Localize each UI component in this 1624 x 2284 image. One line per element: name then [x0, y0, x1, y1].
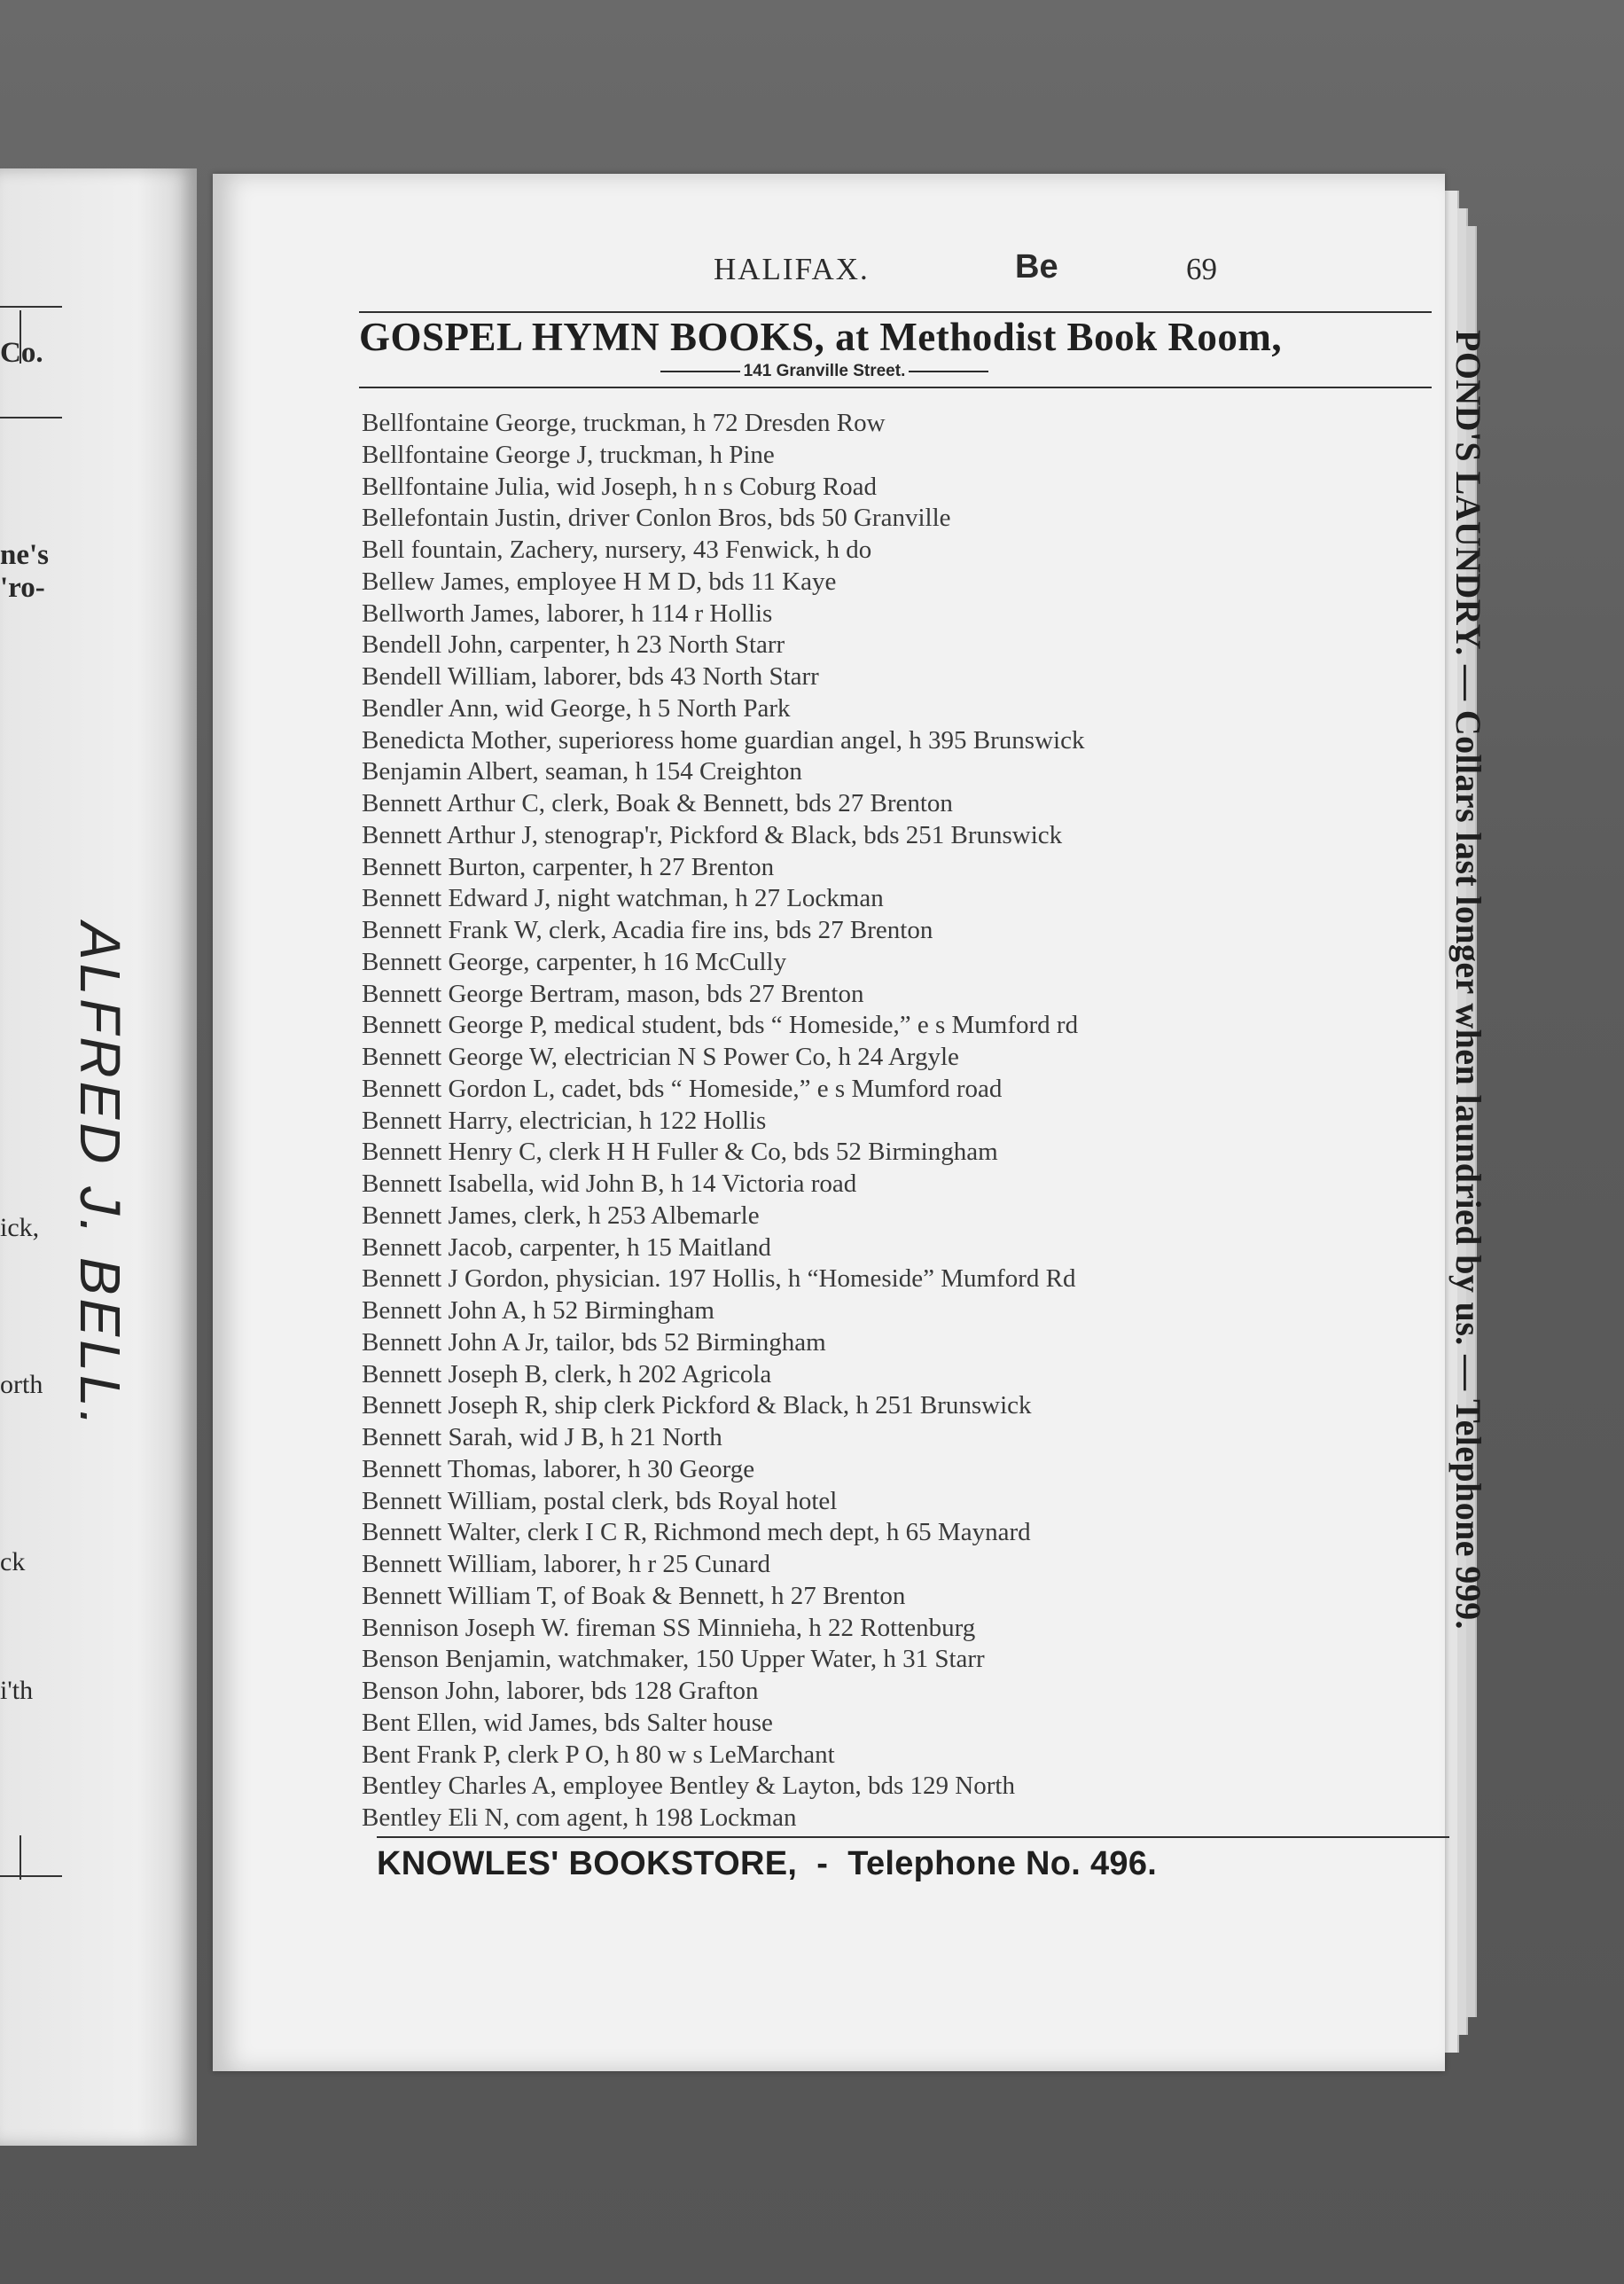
directory-entry: Bennett Joseph R, ship clerk Pickford & Black, h 251 Brunswick — [362, 1391, 1032, 1420]
directory-entry: Benson John, laborer, bds 128 Grafton — [362, 1677, 759, 1705]
directory-entry: Bell fountain, Zachery, nursery, 43 Fenwick, h do — [362, 536, 872, 564]
directory-entries — [362, 408, 1461, 1834]
directory-entry: Bennett George W, electrician N S Power Co, h 24 Argyle — [362, 1043, 959, 1071]
directory-entry: Bennett Walter, clerk I C R, Richmond mech dept, h 65 Maynard — [362, 1518, 1031, 1547]
left-facing-page — [0, 168, 197, 2146]
header-city: HALIFAX. — [714, 252, 870, 286]
directory-entry: Benson Benjamin, watchmaker, 150 Upper Water, h 31 Starr — [362, 1645, 985, 1674]
directory-entry: Benedicta Mother, superioress home guardian angel, h 395 Brunswick — [362, 725, 1085, 755]
left-fragment: orth — [0, 1370, 43, 1399]
footer-rule — [377, 1836, 1449, 1838]
left-vertical-rule — [20, 1835, 21, 1880]
directory-entry: Bennett J Gordon, physician. 197 Hollis, h “Homeside” Mumford Rd — [362, 1264, 1076, 1294]
directory-entry: Bendell William, laborer, bds 43 North Starr — [362, 662, 819, 691]
directory-entry: Bennett Arthur J, stenograp'r, Pickford & Black, bds 251 Brunswick — [362, 820, 1063, 849]
directory-entry: Bellworth James, laborer, h 114 r Hollis — [362, 598, 773, 628]
directory-entry: Bennett Edward J, night watchman, h 27 Lockman — [362, 884, 884, 913]
directory-entry: Bent Frank P, clerk P O, h 80 w s LeMarchant — [362, 1740, 835, 1769]
directory-entry: Bellfontaine George, truckman, h 72 Dresden Row — [362, 409, 886, 437]
directory-entry: Bennett Isabella, wid John B, h 14 Victoria road — [362, 1169, 857, 1198]
left-rule — [0, 306, 62, 308]
directory-entry: Bentley Charles A, employee Bentley & Layton, bds 129 North — [362, 1772, 1015, 1801]
directory-entry: Bennett Arthur C, clerk, Boak & Bennett, bds 27 Brenton — [362, 789, 953, 817]
side-advertisement: POND'S LAUNDRY. — Collars last longer when laundried by us. — Telephone 999. — [1448, 330, 1488, 1630]
directory-entry: Bennett Jacob, carpenter, h 15 Maitland — [362, 1232, 771, 1262]
left-rule — [0, 1875, 62, 1877]
separator: - — [816, 1845, 829, 1882]
directory-entry: Bellfontaine Julia, wid Joseph, h n s Coburg Road — [362, 472, 878, 501]
directory-entry: Bennett Gordon L, cadet, bds “ Homeside,” e s Mumford road — [362, 1074, 1003, 1103]
directory-entry: Bennett Harry, electrician, h 122 Hollis — [362, 1106, 767, 1135]
directory-entry: Bent Ellen, wid James, bds Salter house — [362, 1708, 773, 1737]
directory-entry: Bennett George P, medical student, bds “ Homeside,” e s Mumford rd — [362, 1011, 1079, 1040]
directory-entry: Bennett Frank W, clerk, Acadia fire ins, bds 27 Brenton — [362, 916, 933, 944]
directory-entry: Bennison Joseph W. fireman SS Minnieha, h 22 Rottenburg — [362, 1613, 976, 1642]
directory-entry: Bendell John, carpenter, h 23 North Starr — [362, 630, 785, 660]
directory-entry: Bennett William, postal clerk, bds Royal hotel — [362, 1486, 838, 1515]
directory-entry: Bentley Eli N, com agent, h 198 Lockman — [362, 1803, 797, 1832]
left-rule — [0, 417, 62, 418]
directory-page — [213, 174, 1488, 2071]
bookstore-phone: Telephone No. 496. — [847, 1845, 1158, 1882]
header-rule — [359, 311, 1432, 313]
left-fragment: i'th — [0, 1676, 34, 1705]
top-advertisement: GOSPEL HYMN BOOKS, at Methodist Book Room, — [359, 315, 1283, 359]
directory-entry: Bellefontain Justin, driver Conlon Bros, bds 50 Granville — [362, 504, 951, 533]
directory-entry: Bellfontaine George J, truckman, h Pine — [362, 440, 775, 469]
page-header — [213, 248, 1445, 296]
left-fragment: ck — [0, 1547, 26, 1576]
directory-entry: Bennett William, laborer, h r 25 Cunard — [362, 1550, 771, 1578]
left-fragment: Co. — [0, 337, 43, 369]
header-section: Be — [1015, 248, 1058, 286]
directory-entry: Bennett Joseph B, clerk, h 202 Agricola — [362, 1359, 772, 1388]
directory-entry: Bennett Thomas, laborer, h 30 George — [362, 1454, 755, 1483]
directory-entry: Bennett George Bertram, mason, bds 27 Brenton — [362, 979, 864, 1008]
top-advertisement-address — [359, 362, 1290, 381]
page-number: 69 — [1186, 252, 1217, 286]
ad-rule — [359, 387, 1432, 388]
directory-entry: Bendler Ann, wid George, h 5 North Park — [362, 693, 791, 723]
directory-entry: Bennett William T, of Boak & Bennett, h 27 Brenton — [362, 1581, 906, 1610]
directory-entry: Bennett John A Jr, tailor, bds 52 Birmingham — [362, 1327, 826, 1357]
bookstore-name: KNOWLES' BOOKSTORE, — [377, 1845, 798, 1882]
left-vertical-ad: ALFRED J. BELL. — [68, 922, 132, 1430]
directory-entry: Bennett George, carpenter, h 16 McCully — [362, 947, 787, 976]
bottom-advertisement — [377, 1845, 1449, 1883]
directory-entry: Bennett Henry C, clerk H H Fuller & Co, bds 52 Birmingham — [362, 1138, 998, 1167]
address-text: 141 Granville Street. — [743, 362, 906, 380]
directory-entry: Bennett John A, h 52 Birmingham — [362, 1296, 714, 1325]
left-fragment: ne's — [0, 539, 50, 571]
left-fragment: 'ro- — [0, 572, 45, 604]
dash-rule — [660, 371, 740, 372]
directory-entry: Bellew James, employee H M D, bds 11 Kaye — [362, 567, 837, 596]
directory-entry: Bennett James, clerk, h 253 Albemarle — [362, 1201, 760, 1230]
dash-rule — [909, 371, 988, 372]
left-fragment: ick, — [0, 1213, 40, 1242]
directory-entry: Bennett Sarah, wid J B, h 21 North — [362, 1423, 722, 1451]
directory-entry: Benjamin Albert, seaman, h 154 Creighton — [362, 757, 802, 786]
directory-entry: Bennett Burton, carpenter, h 27 Brenton — [362, 852, 775, 881]
